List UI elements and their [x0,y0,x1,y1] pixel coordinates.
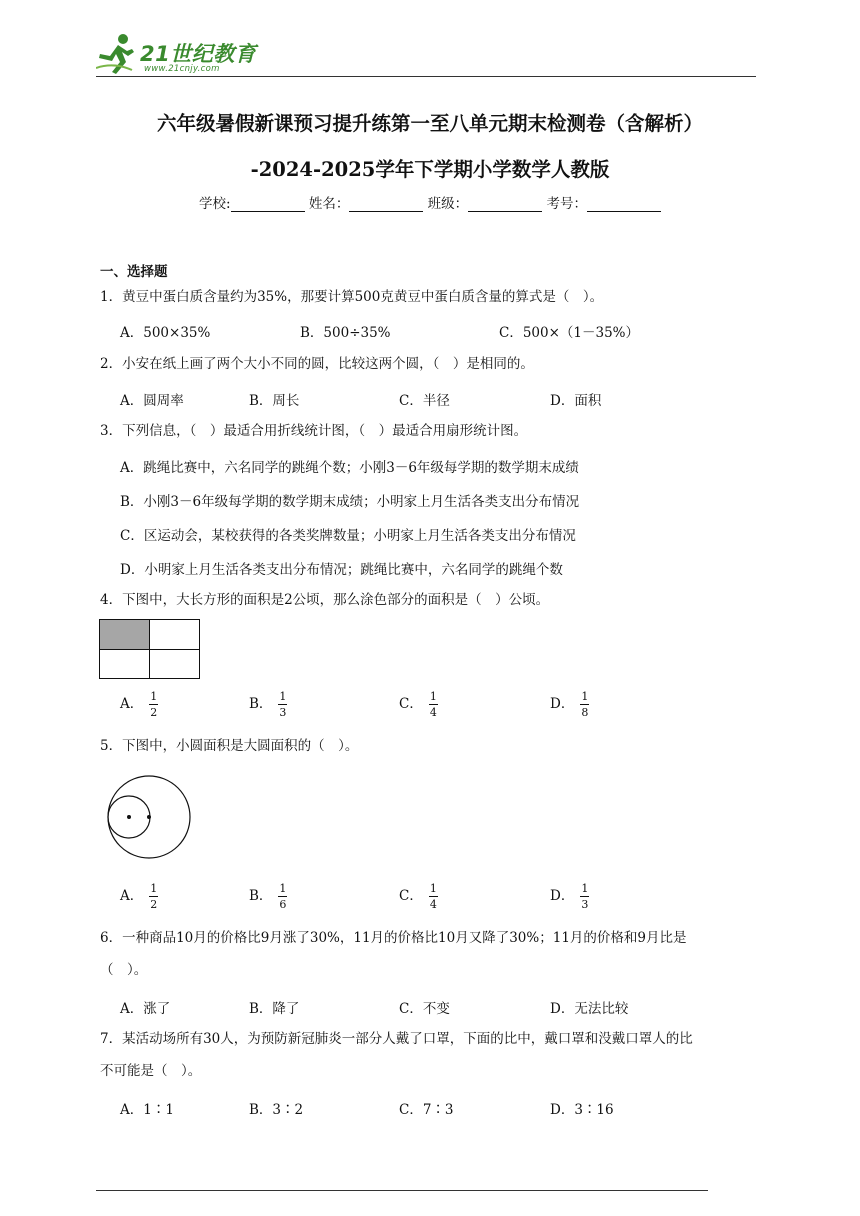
question-7-stem-cont: 不可能是（ ）。 [100,1063,202,1079]
page-title: 六年级暑假新课预习提升练第一至八单元期末检测卷（含解析） [156,112,703,135]
q7-option-b[interactable]: B．3∶2 [249,1102,304,1118]
q7-option-a[interactable]: A．1∶1 [120,1102,174,1118]
question-1-stem: 1．黄豆中蛋白质含量约为35%，那要计算500克黄豆中蛋白质含量的算式是（ ）。 [100,289,604,305]
name-label: 姓名： [308,196,350,212]
page-subtitle: -2024-2025学年下学期小学数学人教版 [250,158,610,181]
q5-option-b[interactable]: B． $\frac{1}{6}$ [249,882,287,911]
q3-option-c[interactable]: C．区运动会，某校获得的各类奖牌数量；小明家上月生活各类支出分布情况 [120,528,576,544]
logo-text: 21世纪教育 [140,42,257,66]
q1-option-b[interactable]: B．500÷35% [300,325,391,341]
rectangle-grid-figure [99,619,201,680]
name-field[interactable] [349,197,423,212]
q1-option-c[interactable]: C．500×（1－35%） [499,325,640,341]
circles-figure [104,772,194,862]
q5-option-c[interactable]: C． $\frac{1}{4}$ [399,882,437,911]
q7-option-c[interactable]: C．7∶3 [399,1102,454,1118]
q3-option-b[interactable]: B．小刚3－6年级每学期的数学期末成绩；小明家上月生活各类支出分布情况 [120,494,580,510]
footer-divider [96,1190,708,1191]
q6-option-c[interactable]: C．不变 [399,1001,450,1017]
school-field[interactable] [231,197,305,212]
question-2-stem: 2．小安在纸上画了两个大小不同的圆，比较这两个圆，（ ）是相同的。 [100,356,534,372]
question-3-stem: 3．下列信息，（ ）最适合用折线统计图，（ ）最适合用扇形统计图。 [100,423,528,439]
q2-option-d[interactable]: D．面积 [550,393,602,409]
class-label: 班级： [427,196,469,212]
question-7-stem: 7．某活动场所有30人，为预防新冠肺炎一部分人戴了口罩，下面的比中，戴口罩和没戴口罩人的比 [100,1031,693,1047]
logo-url: www.21cnjy.com [144,64,220,74]
q3-option-a[interactable]: A．跳绳比赛中，六名同学的跳绳个数；小刚3－6年级每学期的数学期末成绩 [120,460,579,476]
exam-no-label: 考号： [546,196,587,212]
q3-option-d[interactable]: D．小明家上月生活各类支出分布情况；跳绳比赛中，六名同学的跳绳个数 [120,562,563,578]
header-divider [96,76,756,77]
exam-no-field[interactable] [587,197,661,212]
runner-logo-icon [96,32,136,76]
q6-option-a[interactable]: A．涨了 [120,1001,171,1017]
question-6-stem-cont: （ ）。 [100,962,148,978]
q7-option-d[interactable]: D．3∶16 [550,1102,614,1118]
q5-option-a[interactable]: A． $\frac{1}{2}$ [120,882,158,911]
q4-option-d[interactable]: D． $\frac{1}{8}$ [550,690,589,719]
q2-option-c[interactable]: C．半径 [399,393,450,409]
q4-option-b[interactable]: B． $\frac{1}{3}$ [249,690,287,719]
q4-option-a[interactable]: A． $\frac{1}{2}$ [120,690,158,719]
class-field[interactable] [468,197,542,212]
q6-option-d[interactable]: D．无法比较 [550,1001,629,1017]
q4-option-c[interactable]: C． $\frac{1}{4}$ [399,690,437,719]
logo [96,32,266,78]
question-4-stem: 4．下图中，大长方形的面积是2公顷，那么涂色部分的面积是（ ）公顷。 [100,592,550,608]
q1-option-a[interactable]: A．500×35% [120,325,211,341]
q6-option-b[interactable]: B．降了 [249,1001,300,1017]
school-label: 学校: [199,196,231,212]
q2-option-a[interactable]: A．圆周率 [120,393,184,409]
question-6-stem: 6．一种商品10月的价格比9月涨了30%，11月的价格比10月又降了30%；11月的价格和9月比是 [100,930,687,946]
shaded-cell [100,620,150,650]
section-title: 一、选择题 [100,264,168,280]
question-5-stem: 5．下图中，小圆面积是大圆面积的（ ）。 [100,738,359,754]
q2-option-b[interactable]: B．周长 [249,393,300,409]
student-info [0,192,860,212]
q5-option-d[interactable]: D． $\frac{1}{3}$ [550,882,589,911]
